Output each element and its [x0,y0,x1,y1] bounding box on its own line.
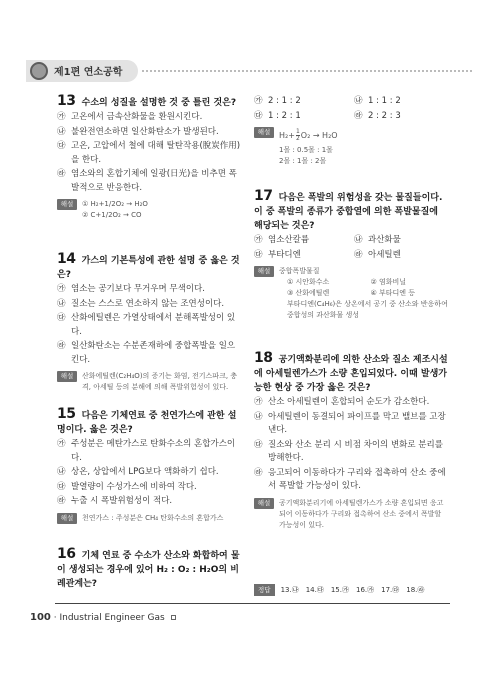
option-mark: ㉮ [57,112,66,122]
option-mark: ㉯ [57,298,66,309]
question-number: 15 [57,406,76,422]
option [57,283,243,297]
option-text: 산화에틸렌은 가열상태에서 분해폭발성이 있다. [71,313,236,337]
option-mark: ㉮ [254,235,263,245]
option-text: 일산화탄소는 수분존재하에 중합폭발을 일으킨다. [71,341,236,365]
option-mark: ㉰ [57,481,66,492]
question-text: 수소의 성질을 설명한 것 중 틀린 것은? [81,98,237,108]
answer-badge: 정답 [254,584,275,596]
explanation-badge: 해설 [254,266,274,277]
option-text: 1 : 2 : 1 [268,110,301,121]
fraction: $\frac{1}{2}$ [295,128,300,142]
question-18 [254,351,448,531]
option-mark: ㉱ [57,169,66,179]
option [57,481,243,495]
explanation-badge: 해설 [57,513,77,524]
answer-item: 13.㉯ [280,586,299,594]
question-14 [57,252,243,393]
explanation-item: ① 시안화수소 [287,278,330,286]
option-mark: ㉯ [254,411,263,422]
chapter-header [0,60,500,82]
option-mark: ㉱ [254,467,263,478]
option-mark: ㉮ [57,284,66,294]
explanation [57,371,243,393]
explanation-line: ② C+1/2O₂ → CO [82,211,142,219]
explanation-line: 1몰 : 0.5몰 : 1몰 [279,146,333,154]
option-mark: ㉰ [254,110,263,121]
explanation-badge: 해설 [254,127,274,138]
answer-item: 15.㉮ [330,586,349,594]
option-text: 염소와의 혼합기체에 일광(日光)을 비추면 폭발적으로 반응한다. [71,169,237,193]
chapter-title: 제1편 연소공학 [54,67,123,78]
explanation-item: ③ 산화에틸렌 [287,289,330,297]
question-16 [57,547,243,591]
explanation-line: 산화에틸렌(C₂H₄O)의 증기는 화염, 전기스파크, 충격, 아세틸 등의 분해에 의해 폭발위험성이 있다. [82,372,238,391]
option [354,110,448,124]
option [57,140,243,167]
option [57,466,243,480]
option-text: 아세틸렌이 동결되어 파이프를 막고 밸브를 고장낸다. [268,411,446,435]
option-text: 산소 아세틸렌이 혼합되어 순도가 감소한다. [268,397,430,407]
answer-item: 18.㉱ [406,586,425,594]
option-mark: ㉱ [57,341,66,351]
footer-divider [55,603,450,604]
option-mark: ㉯ [57,126,66,137]
reaction-equation: H₂+ $\frac{1}{2}$ O₂ → H₂O [279,128,338,142]
option-text: 2 : 2 : 3 [368,110,401,121]
option-text: 상온, 상압에서 LPG보다 액화하기 쉽다. [71,467,219,477]
question-text: 가스의 기본특성에 관한 설명 중 옳은 것은? [57,256,240,280]
explanation-line: ① H₂+1/2O₂ → H₂O [82,200,148,208]
option [254,439,448,466]
question-17 [254,189,448,321]
option-text: 질소와 산소 분리 시 비점 차이의 변화로 분리를 방해한다. [268,439,443,463]
option [57,340,243,367]
explanation-badge: 해설 [57,199,77,210]
explanation-line: 부타디엔(C₄H₆)은 상온에서 공기 중 산소와 반응하여 중합성의 과산화물 생성 [287,300,448,319]
option-text: 아세틸렌 [368,249,401,260]
question-text: 다음은 폭발의 위험성을 갖는 물질들이다. 이 중 폭발의 종류가 중합열에 의한 폭발물질에 해당되는 것은? [254,193,443,231]
explanation-item: ② 염화비닐 [370,278,407,286]
explanation-badge: 해설 [57,371,77,382]
option-text: 누출 시 폭발위험성이 적다. [71,496,173,506]
question-number: 14 [57,251,76,267]
explanation [57,199,243,221]
option-mark: ㉮ [254,96,263,106]
option-text: 질소는 스스로 연소하지 않는 조연성이다. [71,298,225,309]
explanation-line: 천연가스 : 주성분은 CH₄ 탄화수소의 혼합가스 [82,513,224,522]
explanation-line: 2몰 : 1몰 : 2몰 [279,157,327,165]
book-title: Industrial Engineer Gas [59,613,165,623]
option [254,234,348,248]
question-number: 18 [254,350,273,366]
question-16-continued [254,94,448,167]
option-mark: ㉮ [57,439,66,449]
option-text: 염소산칼륨 [268,235,310,245]
option-text: 응고되어 이동하다가 구리와 접촉하여 산소 중에서 폭발할 가능성이 있다. [268,467,446,491]
option-text: 고온, 고압에서 철에 대해 탈탄작용(脫炭作用)을 한다. [71,141,241,165]
chapter-badge-icon [30,62,48,80]
option [254,411,448,438]
answer-item: 17.㉰ [381,586,400,594]
question-text: 공기액화분리에 의한 산소와 질소 제조시설에 아세틸렌가스가 소량 혼입되었다. 이때 발생가능한 현상 중 가장 옳은 것은? [254,355,448,393]
option [57,495,243,509]
option-text: 2 : 1 : 2 [268,96,301,106]
answer-item: 16.㉮ [355,586,375,594]
option-text: 염소는 공기보다 무거우며 무색이다. [71,284,205,294]
explanation-line: 공기액화분리기에 아세틸렌가스가 소량 혼입되면 응고되어 이동하다가 구리와 접촉하여 산소 중에서 폭발할 가능성이 있다. [279,498,444,529]
question-number: 16 [57,546,76,562]
explanation [254,127,448,167]
question-13 [57,94,243,221]
option-text: 부타디엔 [268,249,301,260]
explanation-heading: 중합폭발물질 [279,267,320,275]
explanation-item: ④ 부타디엔 등 [370,289,416,297]
question-text: 기체 연료 중 수소가 산소와 화합하여 물이 생성되는 경우에 있어 H₂ : O₂ : H₂O의 비례관계는? [57,551,240,589]
answer-item: 14.㉰ [305,586,324,594]
option [254,110,348,124]
option-mark: ㉰ [57,141,66,151]
option-text: 고온에서 금속산화물을 환원시킨다. [71,112,203,122]
option [57,312,243,339]
question-number: 13 [57,93,76,109]
option-text: 과산화물 [368,235,401,245]
explanation [254,498,448,531]
option [57,438,243,465]
option [57,298,243,312]
option-text: 불완전연소하면 일산화탄소가 발생된다. [71,126,219,137]
option [354,249,448,263]
option [57,126,243,140]
option-mark: ㉱ [57,496,66,506]
option-mark: ㉮ [254,397,263,407]
option-mark: ㉰ [254,249,263,260]
option [354,95,448,109]
page-footer: 100 · Industrial Engineer Gas [30,612,176,623]
option [57,111,243,125]
header-divider [142,70,472,72]
option-mark: ㉰ [57,313,66,323]
explanation [254,266,448,321]
option-text: 주성분은 메탄가스로 탄화수소의 혼합가스이다. [71,439,236,463]
option [254,467,448,494]
question-number: 17 [254,188,273,204]
question-15 [57,407,243,524]
option [354,234,448,248]
option [254,249,348,263]
question-text: 다음은 기체연료 중 천연가스에 관한 설명이다. 옳은 것은? [57,411,237,435]
option-text: 발열량이 수성가스에 비하여 작다. [71,481,197,492]
page-number: 100 [30,612,51,623]
option [254,95,348,109]
option-mark: ㉱ [354,249,363,260]
option-text: 1 : 1 : 2 [368,96,401,106]
option-mark: ㉯ [354,235,363,245]
option [254,396,448,410]
option-mark: ㉯ [57,467,66,477]
answer-key [254,583,444,597]
option-mark: ㉱ [354,110,363,121]
explanation-badge: 해설 [254,498,274,509]
option [57,168,243,195]
explanation [57,513,243,524]
option-mark: ㉰ [254,439,263,450]
square-icon [171,615,176,620]
option-mark: ㉯ [354,96,363,106]
